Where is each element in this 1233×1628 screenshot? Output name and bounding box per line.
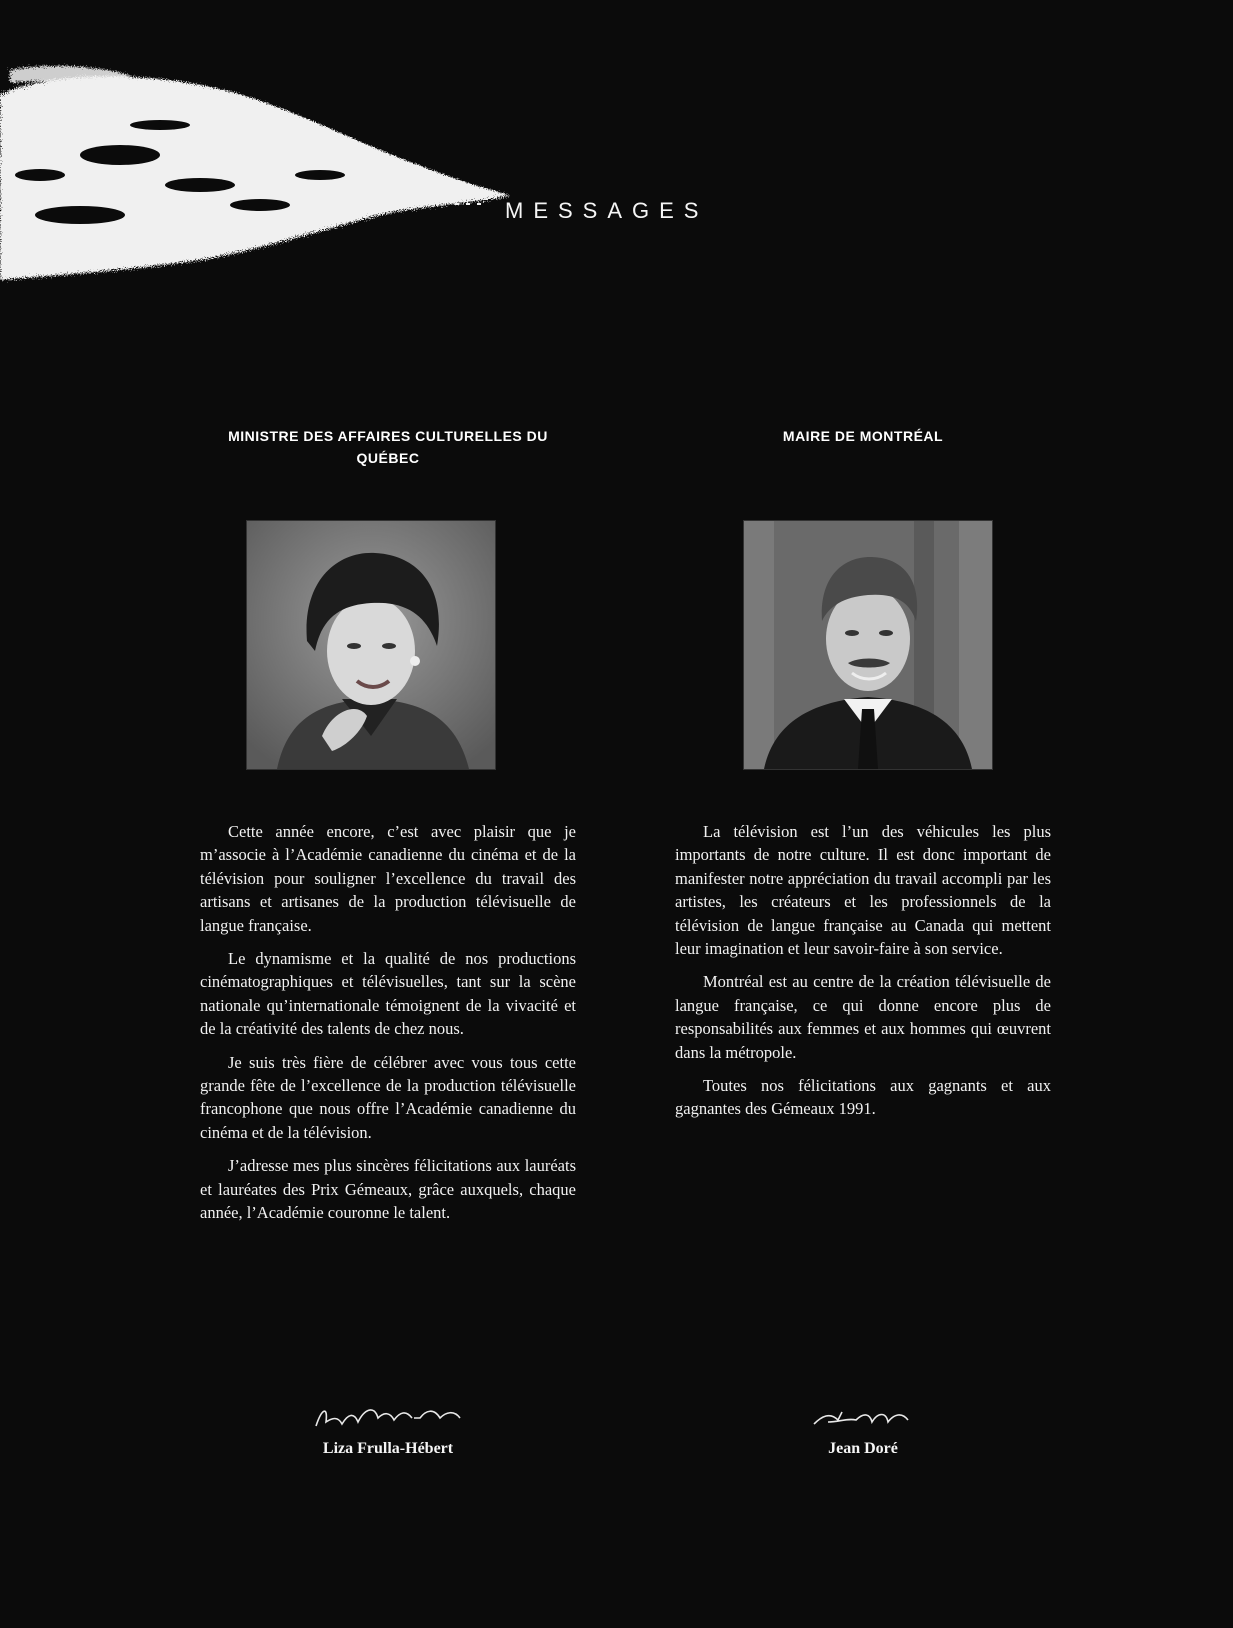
page-title: MESSAGES (505, 198, 709, 223)
signer-name: Liza Frulla-Hébert (322, 1440, 454, 1457)
brush-stroke-decoration (0, 55, 520, 285)
office-heading: MAIRE DE MONTRÉAL (782, 428, 944, 444)
paragraph: La télévision est l’un des véhicules les plus importants de notre culture. Il est donc important de manifester notre appréciation du travail accompli par les artistes, les créateurs et les professionnels de la télévision de langue française au Canada qui mettent leur imagination et leur savoir-faire à son service. (675, 822, 1051, 959)
paragraph: Le dynamisme et la qualité de nos productions cinématographiques et télévisuelles, tant sur la scène nationale qu’internationale témoignent de la vivacité et de la créativité des talents de chez nous. (200, 949, 576, 1039)
message-text (675, 820, 1051, 1131)
signature-image (675, 1398, 1051, 1434)
paragraph: Cette année encore, c’est avec plaisir que je m’associe à l’Académie canadienne du cinéma et de la télévision pour souligner l’excellence du travail des artisans et artisanes de la production télévisuelle de langue française. (200, 822, 576, 935)
signature-image (200, 1398, 576, 1434)
office-heading: MINISTRE DES AFFAIRES CULTURELLES DU QUÉBEC (228, 428, 548, 466)
paragraph: Toutes nos félicitations aux gagnants et aux gagnantes des Gémeaux 1991. (675, 1076, 1051, 1119)
paragraph: Je suis très fière de célébrer avec vous tous cette grande fête de l’excellence de la production télévisuelle francophone que nous offre l’Académie canadienne du cinéma et de la télévision. (200, 1052, 576, 1142)
signer-name: Jean Doré (828, 1440, 898, 1457)
paragraph: J’adresse mes plus sincères félicitations aux lauréats et lauréates des Prix Gémeaux, grâce auxquels, chaque année, l’Académie couronne le talent. (200, 1156, 576, 1223)
message-text (200, 820, 576, 1235)
paragraph: Montréal est au centre de la création télévisuelle de langue française, ce qui donne encore plus de responsabilités aux femmes et aux hommes qui œuvrent dans la métropole. (675, 972, 1051, 1062)
portrait-photo-woman (246, 520, 496, 770)
portrait-photo-man (743, 520, 993, 770)
